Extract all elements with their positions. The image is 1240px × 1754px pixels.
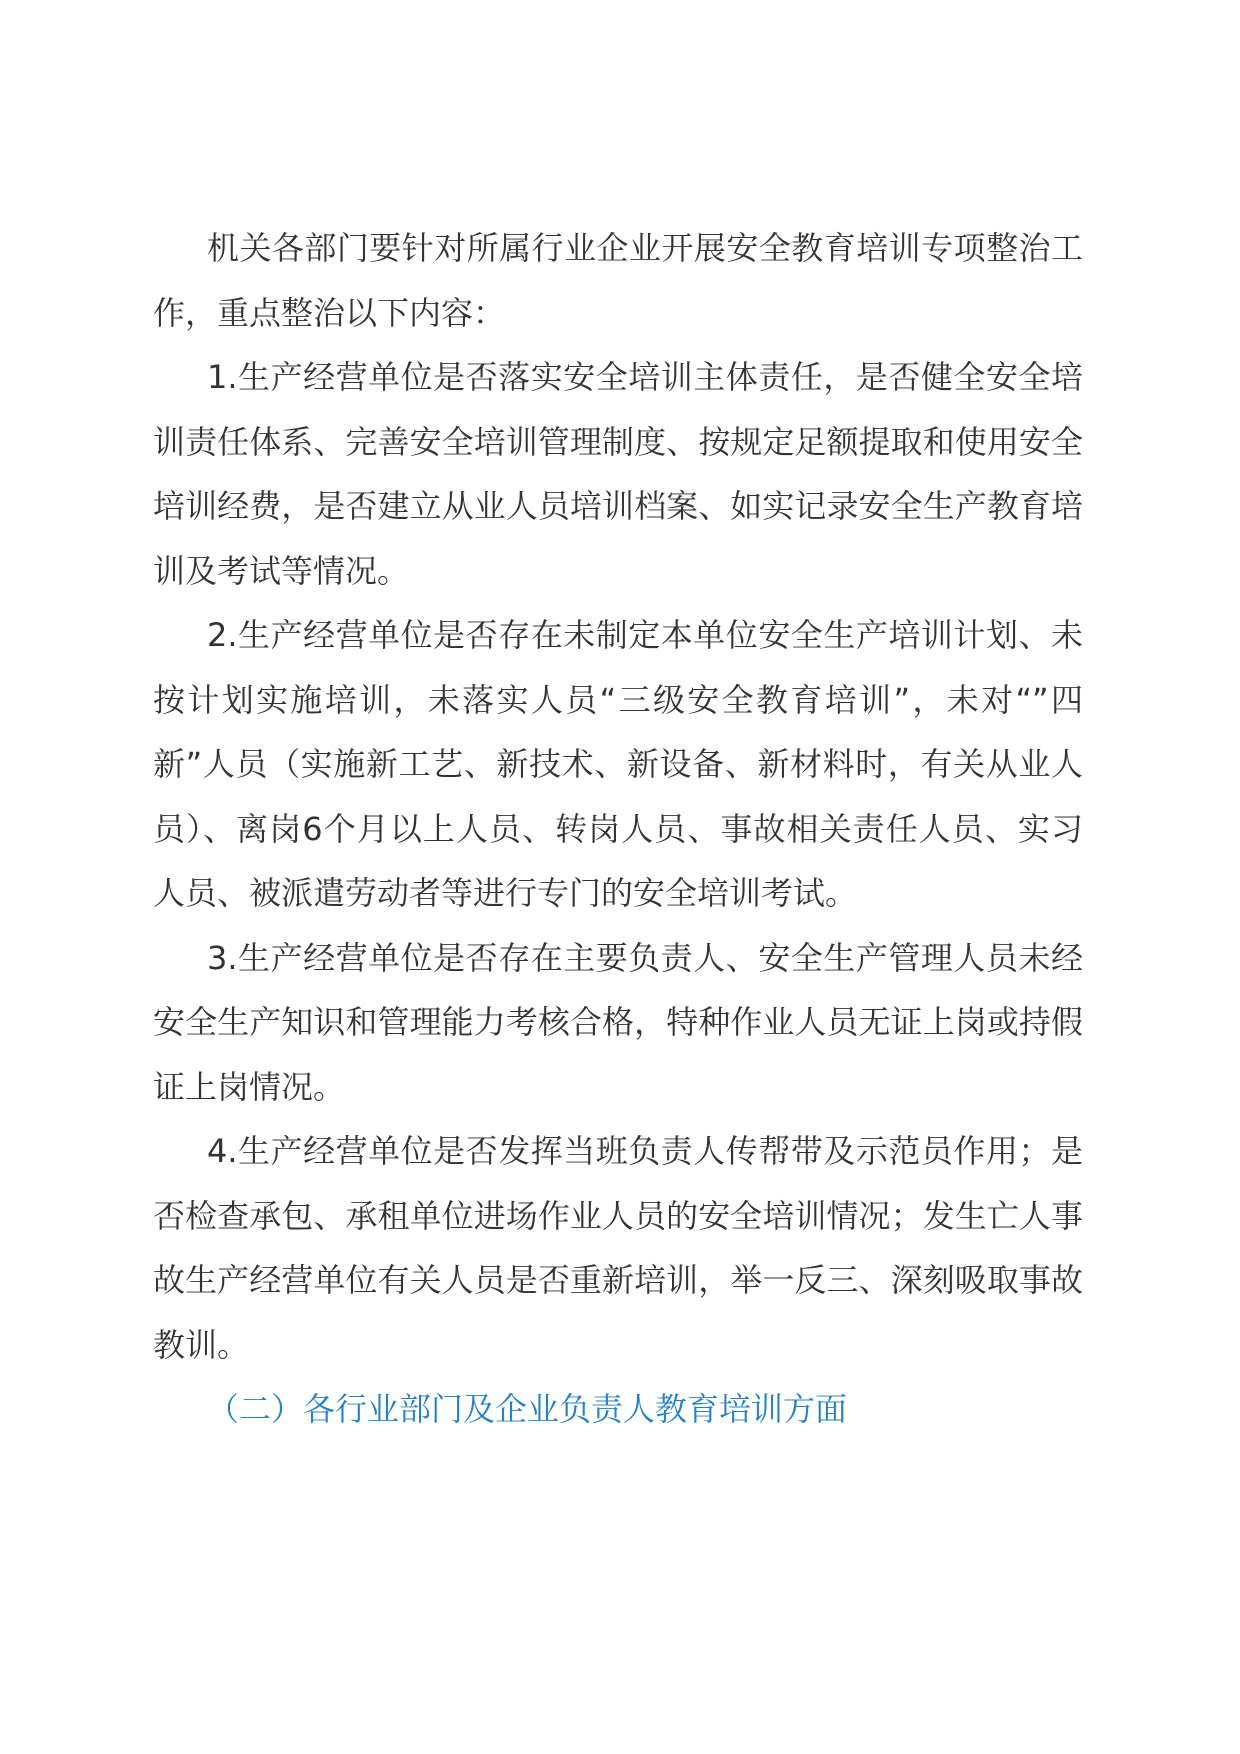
item-2-paragraph: 2.生产经营单位是否存在未制定本单位安全生产培训计划、未按计划实施培训，未落实人员“三级安全教育培训”，未对“”四新”人员（实施新工艺、新技术、新设备、新材料时，有关从业人员）、离岗6个月以上人员、转岗人员、事故相关责任人员、实习人员、被派遣劳动者等进行专门的安全培训考试。 bbox=[153, 616, 1083, 912]
intro-paragraph: 机关各部门要针对所属行业企业开展安全教育培训专项整治工作，重点整治以下内容： bbox=[153, 229, 1083, 332]
item-3-paragraph: 3.生产经营单位是否存在主要负责人、安全生产管理人员未经安全生产知识和管理能力考核合格，特种作业人员无证上岗或持假证上岗情况。 bbox=[153, 938, 1083, 1106]
document-body bbox=[153, 216, 1083, 1442]
item-4-paragraph: 4.生产经营单位是否发挥当班负责人传帮带及示范员作用；是否检查承包、承租单位进场作业人员的安全培训情况；发生亡人事故生产经营单位有关人员是否重新培训，举一反三、深刻吸取事故教训。 bbox=[153, 1132, 1083, 1364]
item-1-paragraph: 1.生产经营单位是否落实安全培训主体责任，是否健全安全培训责任体系、完善安全培训管理制度、按规定足额提取和使用安全培训经费，是否建立从业人员培训档案、如实记录安全生产教育培训及考试等情况。 bbox=[153, 358, 1083, 590]
section-heading: （二）各行业部门及企业负责人教育培训方面 bbox=[207, 1390, 848, 1428]
